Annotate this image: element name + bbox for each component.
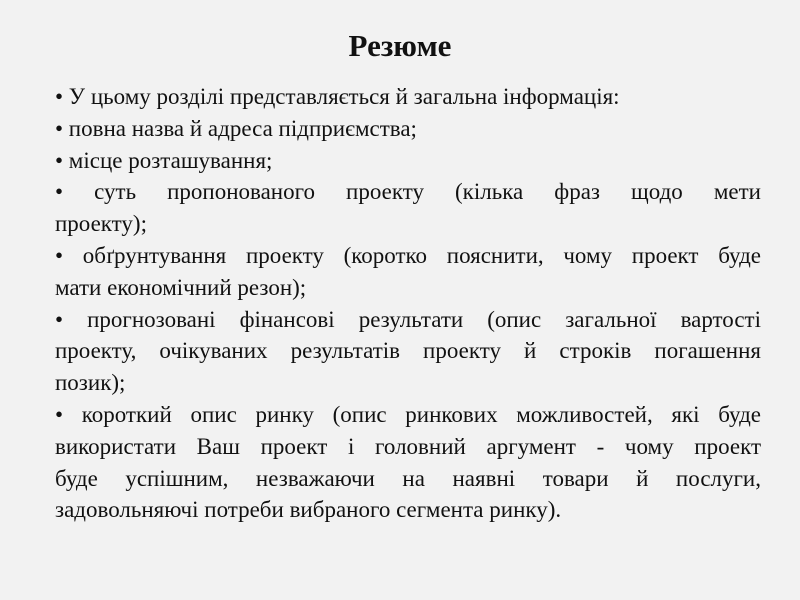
bullet-item <box>55 113 761 145</box>
bullet-item <box>55 145 761 177</box>
bullet-list <box>55 81 761 526</box>
bullet-item <box>55 176 761 240</box>
text-line: проекту, очікуваних результатів проекту й строків погашення <box>55 338 761 364</box>
text-line: позик); <box>55 370 126 396</box>
text-line: • повна назва й адреса підприємства; <box>55 115 417 141</box>
text-line: • прогнозовані фінансові результати (опис загальної вартості <box>55 306 761 332</box>
text-line: • місце розташування; <box>55 147 273 173</box>
text-line: • обґрунтування проекту (коротко пояснити, чому проект буде <box>55 242 761 268</box>
bullet-item <box>55 304 761 399</box>
text-line: використати Ваш проект і головний аргумент - чому проект <box>55 433 761 459</box>
bullet-item <box>55 240 761 304</box>
text-line: • суть пропонованого проекту (кілька фраз щодо мети <box>55 179 761 205</box>
bullet-item <box>55 399 761 526</box>
bullet-item <box>55 81 761 113</box>
text-line: проекту); <box>55 211 147 237</box>
text-line: • короткий опис ринку (опис ринкових можливостей, які буде <box>55 401 761 427</box>
text-line: мати економічний резон); <box>55 274 307 300</box>
slide-title: Резюме <box>348 28 452 63</box>
text-line: задовольняючі потреби вибраного сегмента ринку). <box>55 497 562 523</box>
text-line: буде успішним, незважаючи на наявні товари й послуги, <box>55 465 761 491</box>
text-line: • У цьому розділі представляється й загальна інформація: <box>55 84 620 109</box>
